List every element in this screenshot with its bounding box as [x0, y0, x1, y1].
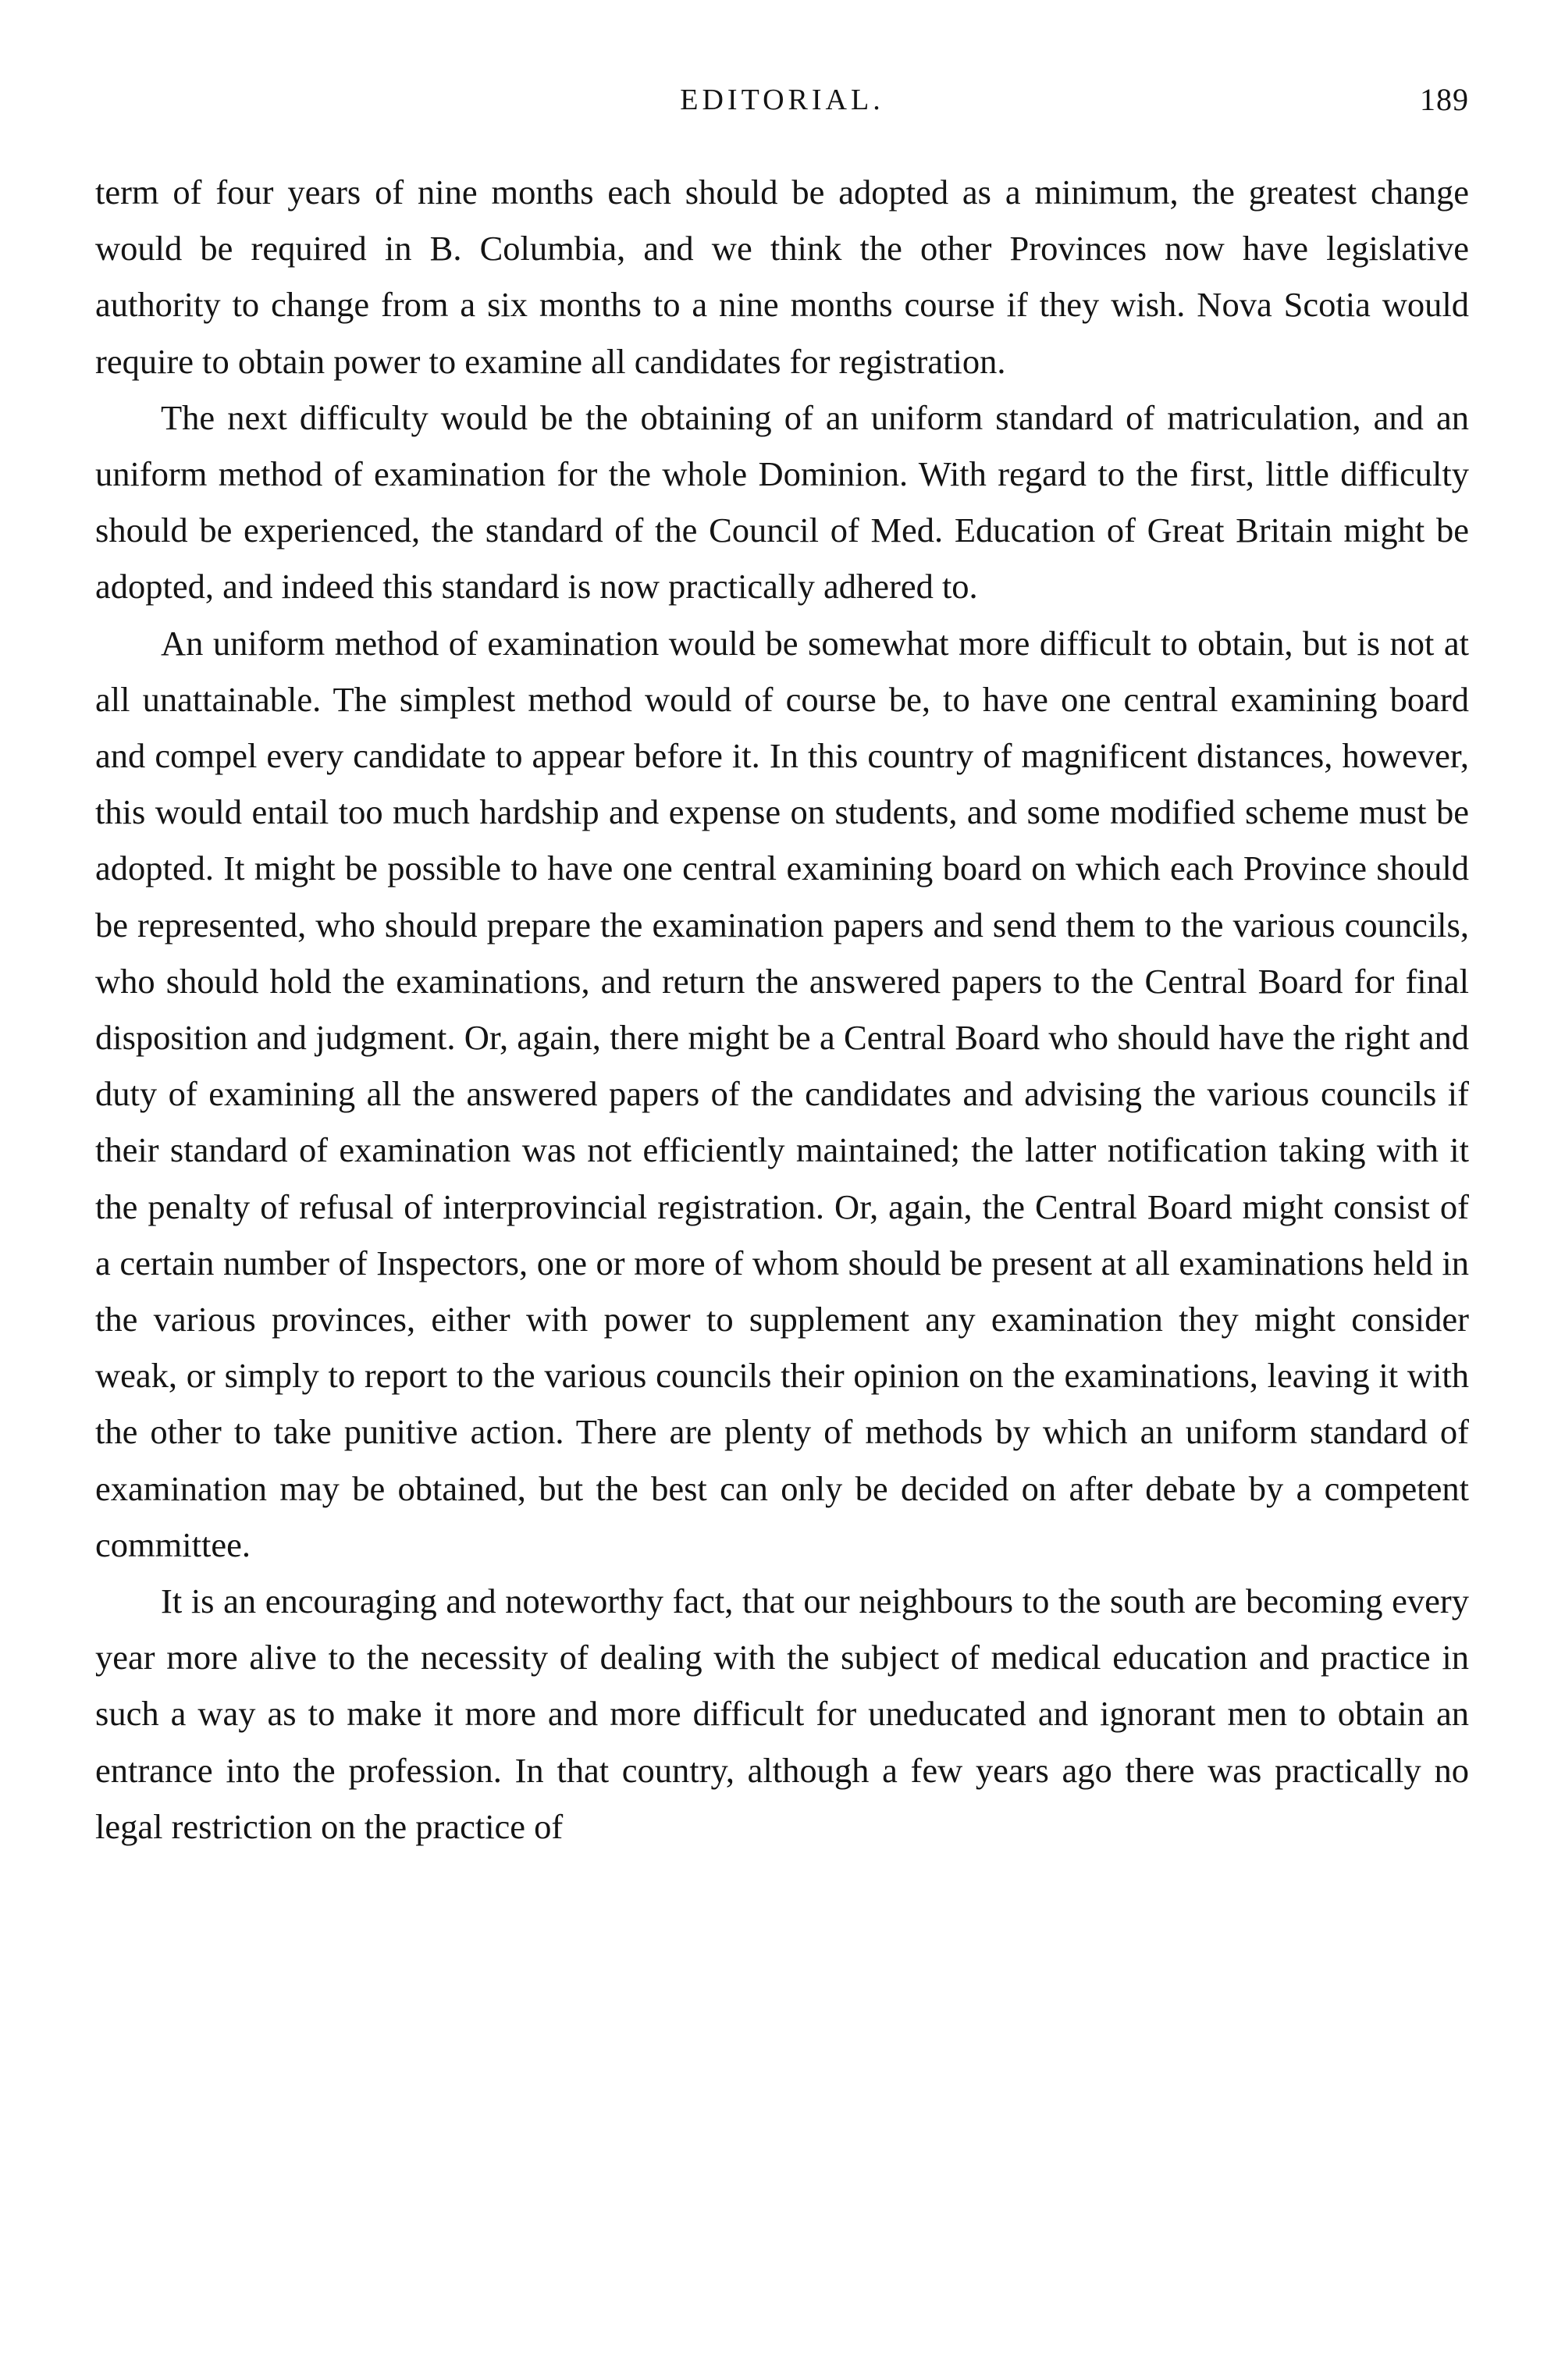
paragraph-matriculation-standard: The next difficulty would be the obtaining of an uniform standard of matriculation, and an uniform method of examination for the whole Dominion. With regard to the first, little difficulty should be experienced, the standard of the Council of Med. Education of Great Britain might be adopted, and indeed this standard is now practically adhered to.: [95, 397, 1469, 607]
paragraph-neighbours-south: It is an encouraging and noteworthy fact, that our neighbours to the south are becoming every year more alive to the necessity of dealing with the subject of medical education and practice in such a way as to make it more and more difficult for uneducated and ignorant men to obtain an entrance into the profession. In that country, although a few years ago there was practically no legal restriction on the practice of: [95, 1581, 1469, 1846]
paragraph-examination-method: An uniform method of examination would be somewhat more difficult to obtain, but is not at all unattainable. The simplest method would of course be, to have one central examining board and compel every candidate to appear before it. In this country of magnificent distances, however, this would entail too much hardship and expense on students, and some modified scheme must be adopted. It might be possible to have one central examining board on which each Province should be represented, who should prepare the examination papers and send them to the various councils, who should hold the examinations, and return the answered papers to the Central Board for final disposition and judgment. Or, again, there might be a Central Board who should have the right and duty of examining all the answered papers of the candidates and advising the various councils if their standard of examination was not efficiently maintained; the latter notification taking with it the penalty of refusal of interprovincial registration. Or, again, the Central Board might consist of a certain number of Inspectors, one or more of whom should be present at all examinations held in the various provinces, either with power to supplement any examination they might consider weak, or simply to report to the various councils their opinion on the examinations, leaving it with the other to take punitive action. There are plenty of methods by which an uniform standard of examination may be obtained, but the best can only be decided on after debate by a competent committee.: [95, 623, 1469, 1564]
paragraph-continued: term of four years of nine months each should be adopted as a minimum, the greatest change would be required in B. Columbia, and we think the other Provinces now have legislative authority to change from a six months to a nine months course if they wish. Nova Scotia would require to obtain power to examine all candidates for registration.: [95, 173, 1469, 381]
body-text: [95, 164, 1469, 1855]
page-number: 189: [1420, 82, 1469, 117]
running-head: [95, 76, 1469, 123]
running-title: EDITORIAL.: [680, 84, 884, 116]
